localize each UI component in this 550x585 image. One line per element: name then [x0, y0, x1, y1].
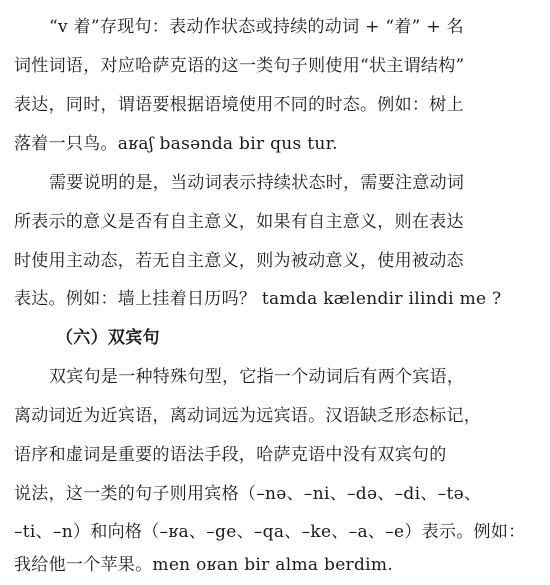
paragraph-line: 落着一只鸟。aʁaʃ basənda bir qus tur. — [14, 134, 338, 154]
paragraph-line: “v 着”存现句：表动作状态或持续的动词 + “着” + 名 — [49, 17, 464, 37]
paragraph-line: 语序和虚词是重要的语法手段，哈萨克语中没有双宾句的 — [14, 445, 447, 465]
paragraph-line: 离动词近为近宾语，离动词远为远宾语。汉语缺乏形态标记， — [14, 406, 482, 426]
paragraph-line: 我给他一个苹果。men oʁan bir alma berdim. — [14, 555, 394, 575]
paragraph-line: 表达，同时，谓语要根据语境使用不同的时态。例如：树上 — [14, 95, 464, 115]
paragraph-line: 双宾句是一种特殊句型，它指一个动词后有两个宾语， — [49, 367, 465, 387]
paragraph-line: 词性词语，对应哈萨克语的这一类句子则使用“状主谓结构” — [14, 56, 465, 76]
paragraph-line: –ti、–n）和向格（–ʁa、–ge、–qa、–ke、–a、–e）表示。例如： — [14, 522, 526, 542]
section-heading: （六）双宾句 — [56, 328, 160, 348]
paragraph-line: 表达。例如：墙上挂着日历吗？ tamda kælendir ilindi me ? — [14, 289, 502, 309]
paragraph-line: 所表示的意义是否有自主意义，如果有自主意义，则在表达 — [14, 212, 464, 232]
paragraph-line: 时使用主动态，若无自主意义，则为被动意义，使用被动态 — [14, 251, 464, 271]
paragraph-line: 说法，这一类的句子则用宾格（–nə、–ni、–də、–di、–tə、 — [14, 484, 482, 504]
paragraph-line: 需要说明的是，当动词表示持续状态时，需要注意动词 — [49, 173, 465, 193]
